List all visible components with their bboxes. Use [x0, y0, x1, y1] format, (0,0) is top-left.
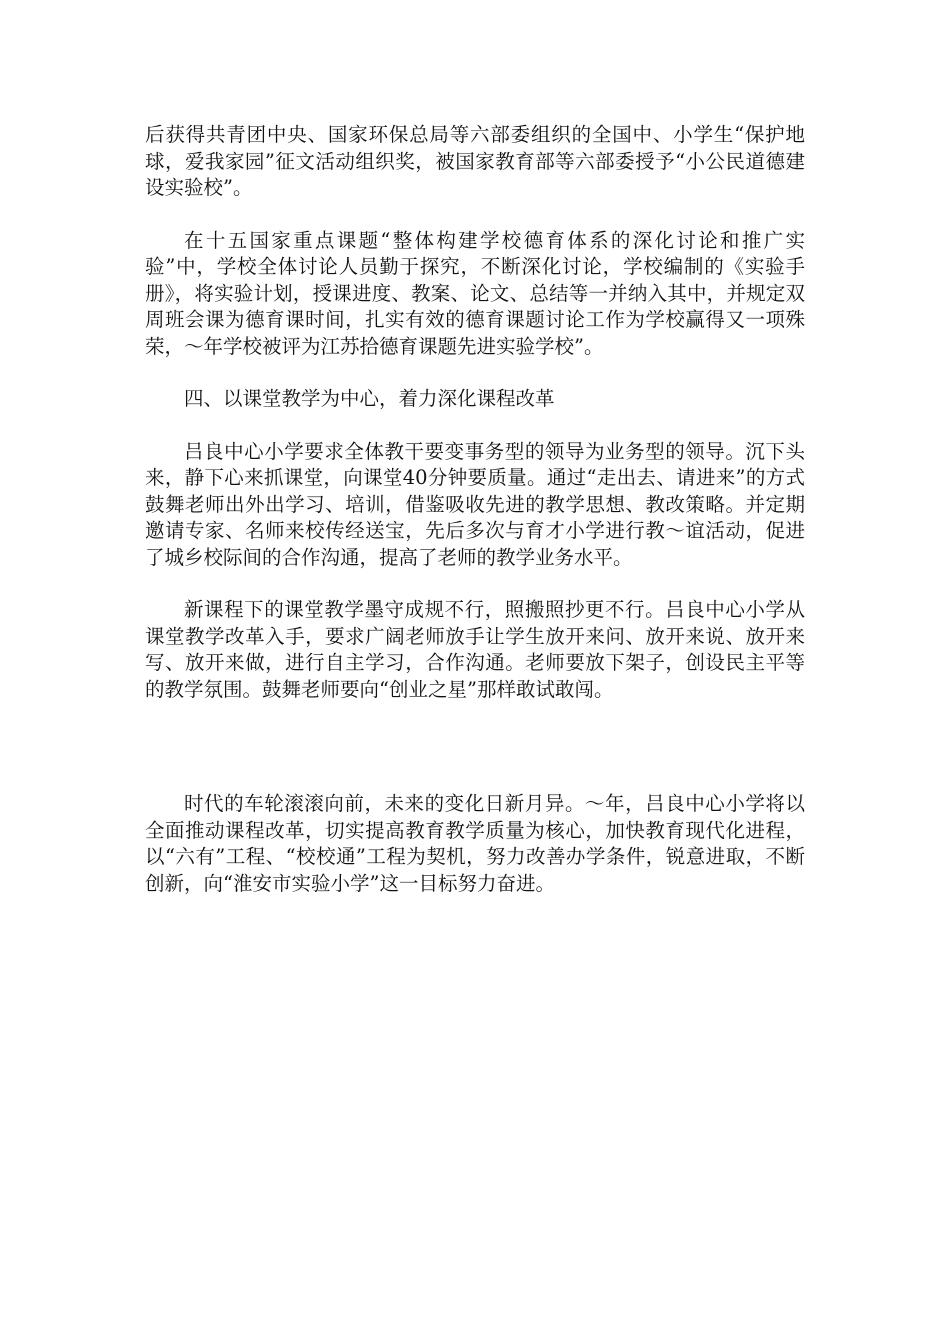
- section-heading-curriculum-reform: 四、以课堂教学为中心，着力深化课程改革: [184, 387, 555, 410]
- paragraph-future-outlook: 时代的车轮滚滚向前，未来的变化日新月异。～年，吕良中心小学将以全面推动课程改革，切实提高教育教学质量为核心，加快教育现代化进程，以“六有”工程、“校校通”工程为契机，努力改善办学条件，锐意进取，不断创新，向“淮安市实验小学”这一目标努力奋进。: [145, 792, 805, 895]
- document-page: [145, 122, 805, 923]
- paragraph-awards: 后获得共青团中央、国家环保总局等六部委组织的全国中、小学生“保护地球，爱我家园”征文活动组织奖，被国家教育部等六部委授予“小公民道德建设实验校”。: [145, 123, 805, 199]
- paragraph-moral-education-research: 在十五国家重点课题“整体构建学校德育体系的深化讨论和推广实验”中，学校全体讨论人员勤于探究，不断深化讨论，学校编制的《实验手册》，将实验计划，授课进度、教案、论文、总结等一并纳入其中，并规定双周班会课为德育课时间，扎实有效的德育课题讨论工作为学校赢得又一项殊荣，～年学校被评为江苏拾德育课题先进实验学校”。: [145, 228, 805, 358]
- blank-spacer: [145, 729, 805, 791]
- paragraph-leadership-classroom: 吕良中心小学要求全体教干要变事务型的领导为业务型的领导。沉下头来，静下心来抓课堂，向课堂40分钟要质量。通过“走出去、请进来”的方式鼓舞老师出外出学习、培训，借鉴吸收先进的教学思想、教改策略。并定期邀请专家、名师来校传经送宝，先后多次与育才小学进行教～谊活动，促进了城乡校际间的合作沟通，提高了老师的教学业务水平。: [145, 439, 805, 569]
- paragraph-new-curriculum-teaching: 新课程下的课堂教学墨守成规不行，照搬照抄更不行。吕良中心小学从课堂教学改革入手，要求广阔老师放手让学生放开来问、放开来说、放开来写、放开来做，进行自主学习，合作沟通。老师要放下架子，创设民主平等的教学氛围。鼓舞老师要向“创业之星”那样敢试敢闯。: [145, 598, 805, 701]
